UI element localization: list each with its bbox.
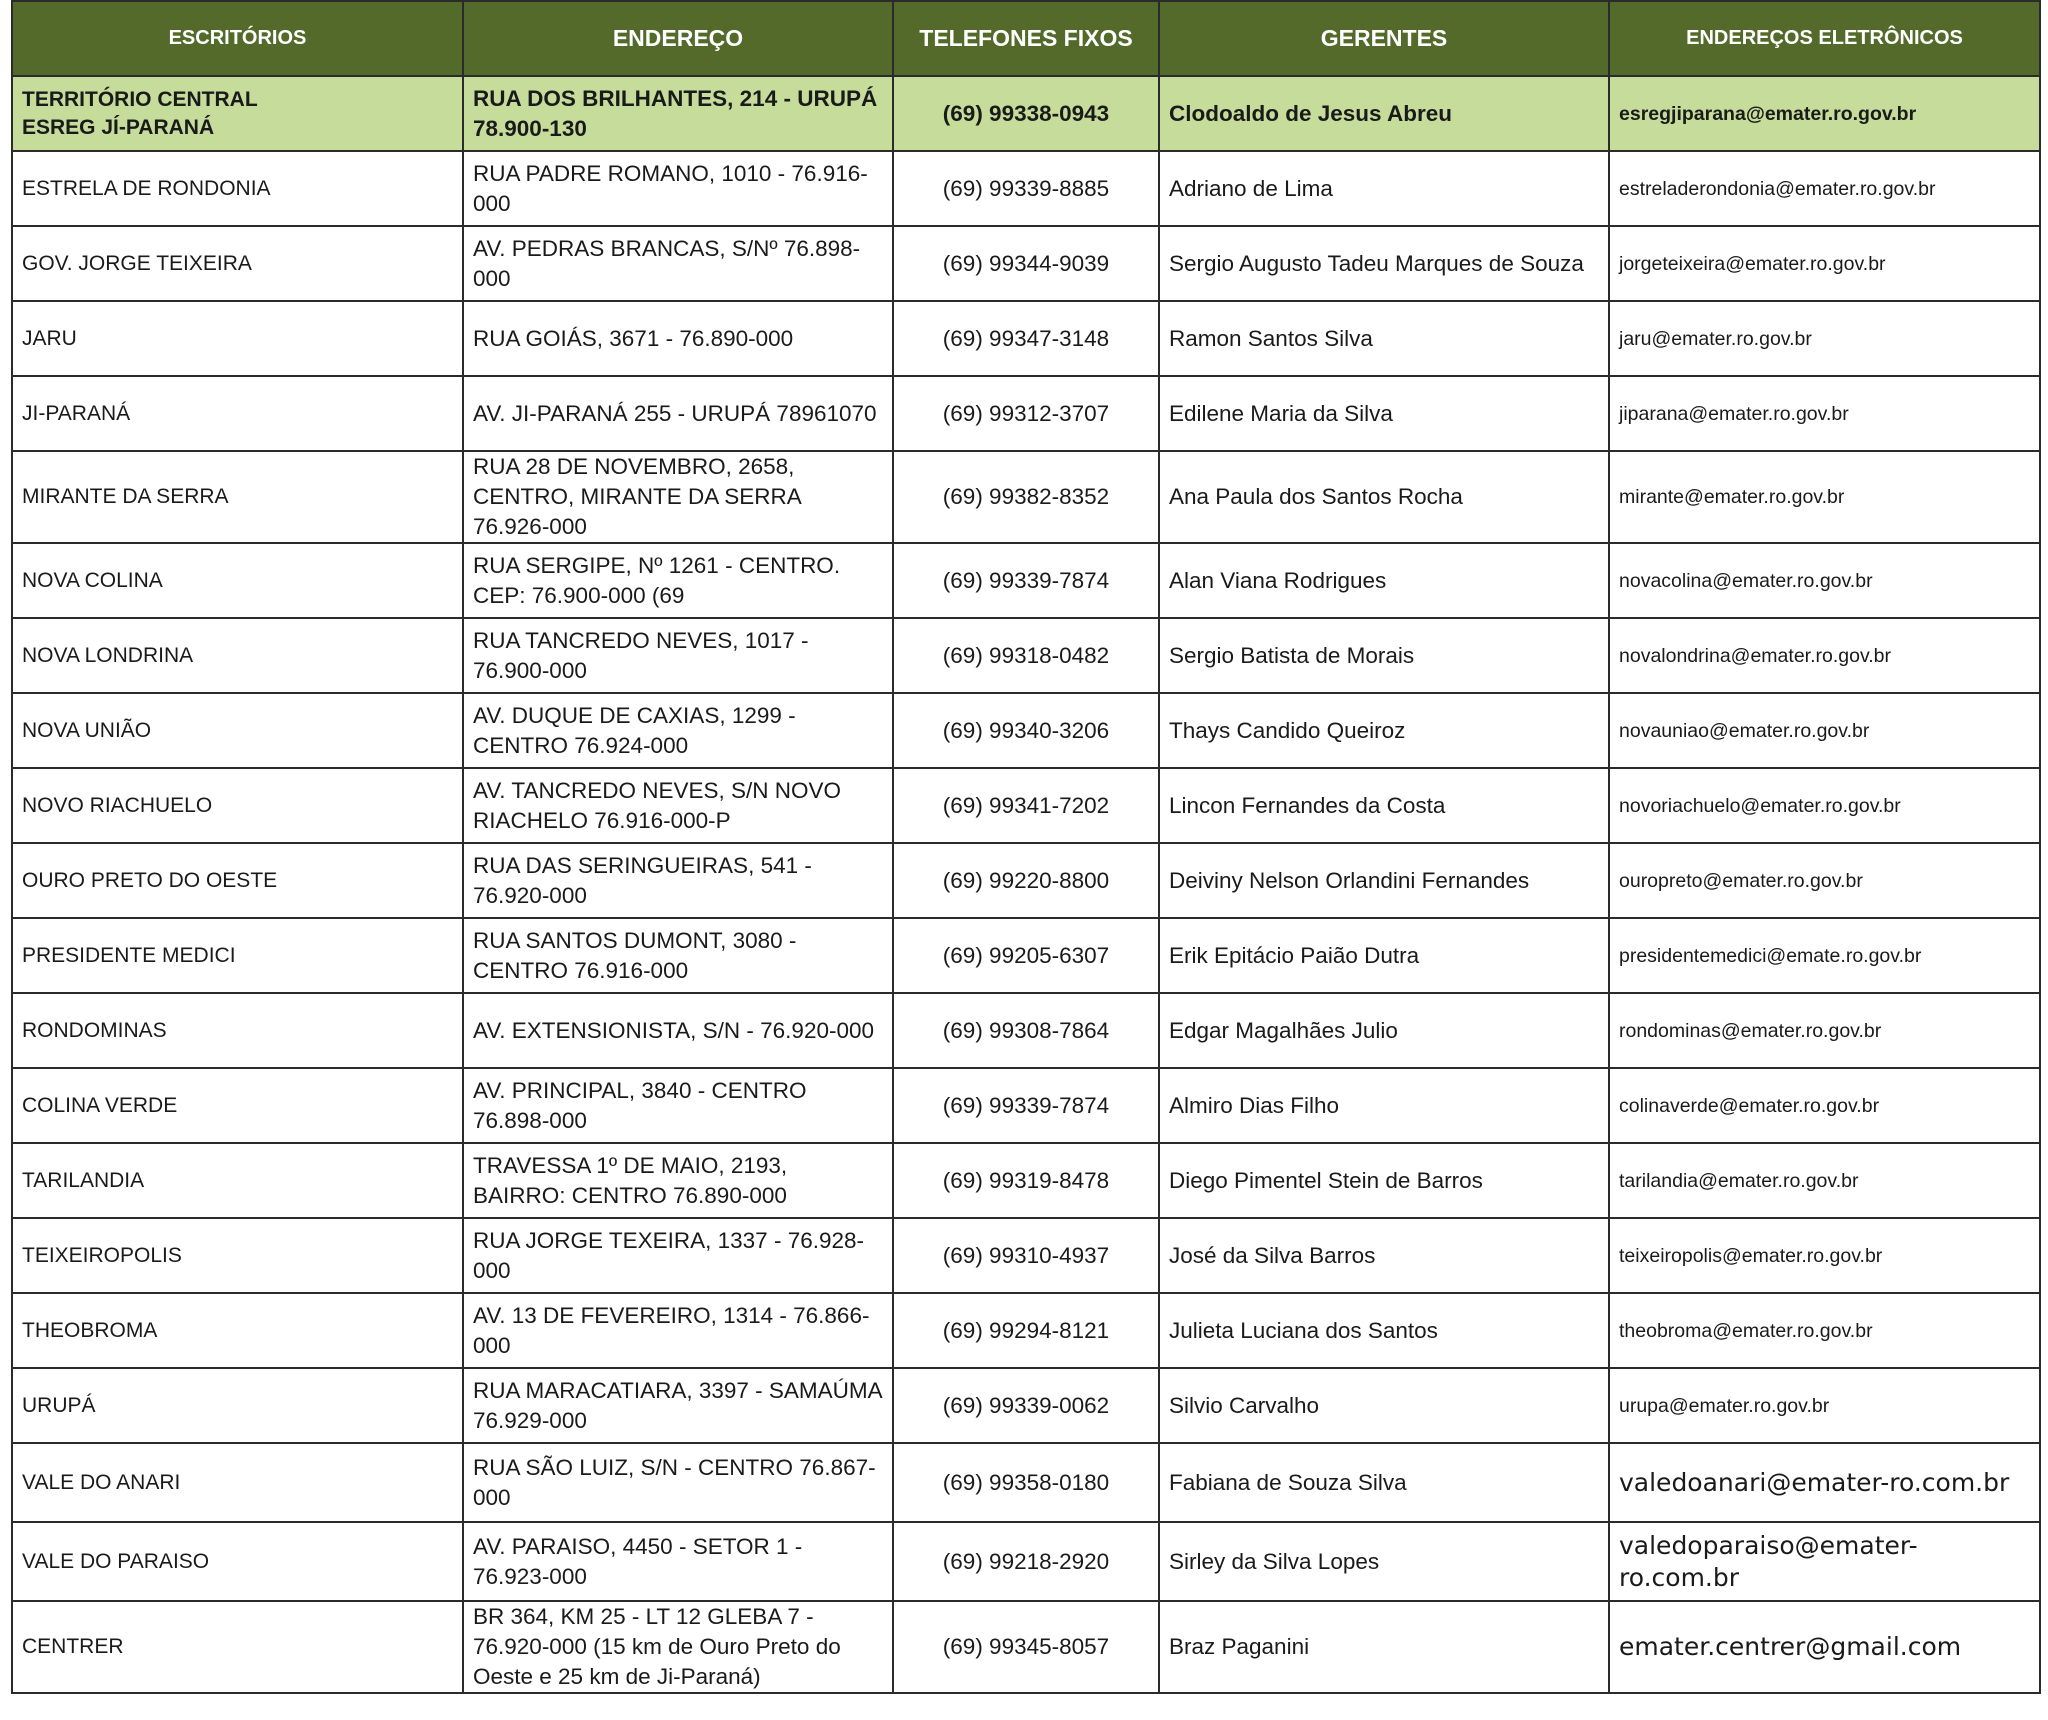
office-address: RUA JORGE TEXEIRA, 1337 - 76.928-000 xyxy=(463,1218,893,1293)
office-address: RUA SÃO LUIZ, S/N - CENTRO 76.867-000 xyxy=(463,1443,893,1522)
office-name: JI-PARANÁ xyxy=(12,376,463,451)
office-name: COLINA VERDE xyxy=(12,1068,463,1143)
office-manager: Sergio Batista de Morais xyxy=(1159,618,1609,693)
table-row xyxy=(12,1601,2040,1693)
office-address: AV. DUQUE DE CAXIAS, 1299 - CENTRO 76.924-000 xyxy=(463,693,893,768)
office-email: novoriachuelo@emater.ro.gov.br xyxy=(1609,768,2040,843)
offices-table xyxy=(11,0,2041,1694)
office-name: CENTRER xyxy=(12,1601,463,1693)
table-row xyxy=(12,843,2040,918)
office-email: valedoanari@emater-ro.com.br xyxy=(1609,1443,2040,1522)
office-phone: (69) 99319-8478 xyxy=(893,1143,1159,1218)
office-name: NOVO RIACHUELO xyxy=(12,768,463,843)
office-phone: (69) 99220-8800 xyxy=(893,843,1159,918)
office-address: RUA SANTOS DUMONT, 3080 - CENTRO 76.916-000 xyxy=(463,918,893,993)
office-phone: (69) 99382-8352 xyxy=(893,451,1159,543)
office-email: novauniao@emater.ro.gov.br xyxy=(1609,693,2040,768)
table-row xyxy=(12,451,2040,543)
office-manager: Edilene Maria da Silva xyxy=(1159,376,1609,451)
office-manager: Erik Epitácio Paião Dutra xyxy=(1159,918,1609,993)
office-phone: (69) 99345-8057 xyxy=(893,1601,1159,1693)
office-phone: (69) 99347-3148 xyxy=(893,301,1159,376)
office-manager: Adriano de Lima xyxy=(1159,151,1609,226)
table-row xyxy=(12,543,2040,618)
office-name: VALE DO ANARI xyxy=(12,1443,463,1522)
office-name: JARU xyxy=(12,301,463,376)
office-phone: (69) 99318-0482 xyxy=(893,618,1159,693)
office-name: URUPÁ xyxy=(12,1368,463,1443)
office-name: NOVA COLINA xyxy=(12,543,463,618)
office-email: jiparana@emater.ro.gov.br xyxy=(1609,376,2040,451)
office-email: tarilandia@emater.ro.gov.br xyxy=(1609,1143,2040,1218)
office-address: AV. PARAISO, 4450 - SETOR 1 - 76.923-000 xyxy=(463,1522,893,1601)
office-email: urupa@emater.ro.gov.br xyxy=(1609,1368,2040,1443)
office-email: jaru@emater.ro.gov.br xyxy=(1609,301,2040,376)
header-office: ESCRITÓRIOS xyxy=(12,1,463,76)
header-manager: GERENTES xyxy=(1159,1,1609,76)
office-phone: (69) 99308-7864 xyxy=(893,993,1159,1068)
office-name: THEOBROMA xyxy=(12,1293,463,1368)
office-email: presidentemedici@emate.ro.gov.br xyxy=(1609,918,2040,993)
central-office-line2: ESREG JÍ-PARANÁ xyxy=(22,115,215,139)
office-address: RUA DAS SERINGUEIRAS, 541 - 76.920-000 xyxy=(463,843,893,918)
office-phone: (69) 99344-9039 xyxy=(893,226,1159,301)
office-name: TEIXEIROPOLIS xyxy=(12,1218,463,1293)
office-phone: (69) 99339-7874 xyxy=(893,1068,1159,1143)
office-phone: (69) 99205-6307 xyxy=(893,918,1159,993)
central-manager: Clodoaldo de Jesus Abreu xyxy=(1159,76,1609,151)
office-name: NOVA LONDRINA xyxy=(12,618,463,693)
central-office-cell xyxy=(12,76,463,151)
office-name: PRESIDENTE MEDICI xyxy=(12,918,463,993)
office-address: RUA GOIÁS, 3671 - 76.890-000 xyxy=(463,301,893,376)
office-name: RONDOMINAS xyxy=(12,993,463,1068)
office-manager: Ramon Santos Silva xyxy=(1159,301,1609,376)
office-manager: Braz Paganini xyxy=(1159,1601,1609,1693)
table-row xyxy=(12,1443,2040,1522)
office-manager: Silvio Carvalho xyxy=(1159,1368,1609,1443)
office-email: teixeiropolis@emater.ro.gov.br xyxy=(1609,1218,2040,1293)
office-email: novalondrina@emater.ro.gov.br xyxy=(1609,618,2040,693)
office-address: RUA PADRE ROMANO, 1010 - 76.916-000 xyxy=(463,151,893,226)
header-phone: TELEFONES FIXOS xyxy=(893,1,1159,76)
office-manager: José da Silva Barros xyxy=(1159,1218,1609,1293)
office-manager: Edgar Magalhães Julio xyxy=(1159,993,1609,1068)
office-email: novacolina@emater.ro.gov.br xyxy=(1609,543,2040,618)
table-row xyxy=(12,1143,2040,1218)
office-manager: Thays Candido Queiroz xyxy=(1159,693,1609,768)
office-email: valedoparaiso@emater-ro.com.br xyxy=(1609,1522,2040,1601)
office-name: TARILANDIA xyxy=(12,1143,463,1218)
table-row xyxy=(12,918,2040,993)
office-name: VALE DO PARAISO xyxy=(12,1522,463,1601)
table-row xyxy=(12,618,2040,693)
office-manager: Deiviny Nelson Orlandini Fernandes xyxy=(1159,843,1609,918)
office-email: colinaverde@emater.ro.gov.br xyxy=(1609,1068,2040,1143)
office-manager: Lincon Fernandes da Costa xyxy=(1159,768,1609,843)
central-address: RUA DOS BRILHANTES, 214 - URUPÁ 78.900-130 xyxy=(463,76,893,151)
table-header xyxy=(12,1,2040,76)
office-email: estreladerondonia@emater.ro.gov.br xyxy=(1609,151,2040,226)
office-phone: (69) 99339-7874 xyxy=(893,543,1159,618)
office-email: rondominas@emater.ro.gov.br xyxy=(1609,993,2040,1068)
office-manager: Almiro Dias Filho xyxy=(1159,1068,1609,1143)
office-manager: Fabiana de Souza Silva xyxy=(1159,1443,1609,1522)
office-email: theobroma@emater.ro.gov.br xyxy=(1609,1293,2040,1368)
offices-table-wrapper xyxy=(11,0,2039,1694)
header-address: ENDEREÇO xyxy=(463,1,893,76)
office-address: AV. JI-PARANÁ 255 - URUPÁ 78961070 xyxy=(463,376,893,451)
office-address: AV. PEDRAS BRANCAS, S/Nº 76.898-000 xyxy=(463,226,893,301)
office-address: RUA SERGIPE, Nº 1261 - CENTRO. CEP: 76.900-000 (69 xyxy=(463,543,893,618)
office-address: AV. TANCREDO NEVES, S/N NOVO RIACHELO 76.916-000-P xyxy=(463,768,893,843)
office-phone: (69) 99341-7202 xyxy=(893,768,1159,843)
office-address: RUA TANCREDO NEVES, 1017 - 76.900-000 xyxy=(463,618,893,693)
office-phone: (69) 99358-0180 xyxy=(893,1443,1159,1522)
central-office-row xyxy=(12,76,2040,151)
office-phone: (69) 99312-3707 xyxy=(893,376,1159,451)
office-name: NOVA UNIÃO xyxy=(12,693,463,768)
office-address: AV. EXTENSIONISTA, S/N - 76.920-000 xyxy=(463,993,893,1068)
table-row xyxy=(12,301,2040,376)
table-row xyxy=(12,1293,2040,1368)
office-manager: Alan Viana Rodrigues xyxy=(1159,543,1609,618)
table-row xyxy=(12,993,2040,1068)
central-phone: (69) 99338-0943 xyxy=(893,76,1159,151)
office-manager: Ana Paula dos Santos Rocha xyxy=(1159,451,1609,543)
table-row xyxy=(12,1368,2040,1443)
office-manager: Sirley da Silva Lopes xyxy=(1159,1522,1609,1601)
central-office-line1: TERRITÓRIO CENTRAL xyxy=(22,87,258,111)
office-address: AV. PRINCIPAL, 3840 - CENTRO 76.898-000 xyxy=(463,1068,893,1143)
table-row xyxy=(12,768,2040,843)
table-row xyxy=(12,151,2040,226)
table-row xyxy=(12,693,2040,768)
office-phone: (69) 99310-4937 xyxy=(893,1218,1159,1293)
office-manager: Diego Pimentel Stein de Barros xyxy=(1159,1143,1609,1218)
office-phone: (69) 99294-8121 xyxy=(893,1293,1159,1368)
office-email: ouropreto@emater.ro.gov.br xyxy=(1609,843,2040,918)
office-address: RUA MARACATIARA, 3397 - SAMAÚMA 76.929-000 xyxy=(463,1368,893,1443)
office-phone: (69) 99340-3206 xyxy=(893,693,1159,768)
office-name: OURO PRETO DO OESTE xyxy=(12,843,463,918)
table-row xyxy=(12,1068,2040,1143)
office-phone: (69) 99339-8885 xyxy=(893,151,1159,226)
office-name: MIRANTE DA SERRA xyxy=(12,451,463,543)
table-row xyxy=(12,1522,2040,1601)
office-phone: (69) 99218-2920 xyxy=(893,1522,1159,1601)
office-address: BR 364, KM 25 - LT 12 GLEBA 7 - 76.920-000 (15 km de Ouro Preto do Oeste e 25 km de Ji-Paraná) xyxy=(463,1601,893,1693)
office-name: GOV. JORGE TEIXEIRA xyxy=(12,226,463,301)
table-row xyxy=(12,226,2040,301)
table-row xyxy=(12,376,2040,451)
central-email: esregjiparana@emater.ro.gov.br xyxy=(1609,76,2040,151)
header-row xyxy=(12,1,2040,76)
office-manager: Julieta Luciana dos Santos xyxy=(1159,1293,1609,1368)
office-email: emater.centrer@gmail.com xyxy=(1609,1601,2040,1693)
office-address: AV. 13 DE FEVEREIRO, 1314 - 76.866-000 xyxy=(463,1293,893,1368)
office-email: mirante@emater.ro.gov.br xyxy=(1609,451,2040,543)
office-name: ESTRELA DE RONDONIA xyxy=(12,151,463,226)
table-row xyxy=(12,1218,2040,1293)
office-address: RUA 28 DE NOVEMBRO, 2658, CENTRO, MIRANTE DA SERRA 76.926-000 xyxy=(463,451,893,543)
table-body xyxy=(12,76,2040,1693)
office-address: TRAVESSA 1º DE MAIO, 2193, BAIRRO: CENTRO 76.890-000 xyxy=(463,1143,893,1218)
office-phone: (69) 99339-0062 xyxy=(893,1368,1159,1443)
office-email: jorgeteixeira@emater.ro.gov.br xyxy=(1609,226,2040,301)
office-manager: Sergio Augusto Tadeu Marques de Souza xyxy=(1159,226,1609,301)
header-email: ENDEREÇOS ELETRÔNICOS xyxy=(1609,1,2040,76)
